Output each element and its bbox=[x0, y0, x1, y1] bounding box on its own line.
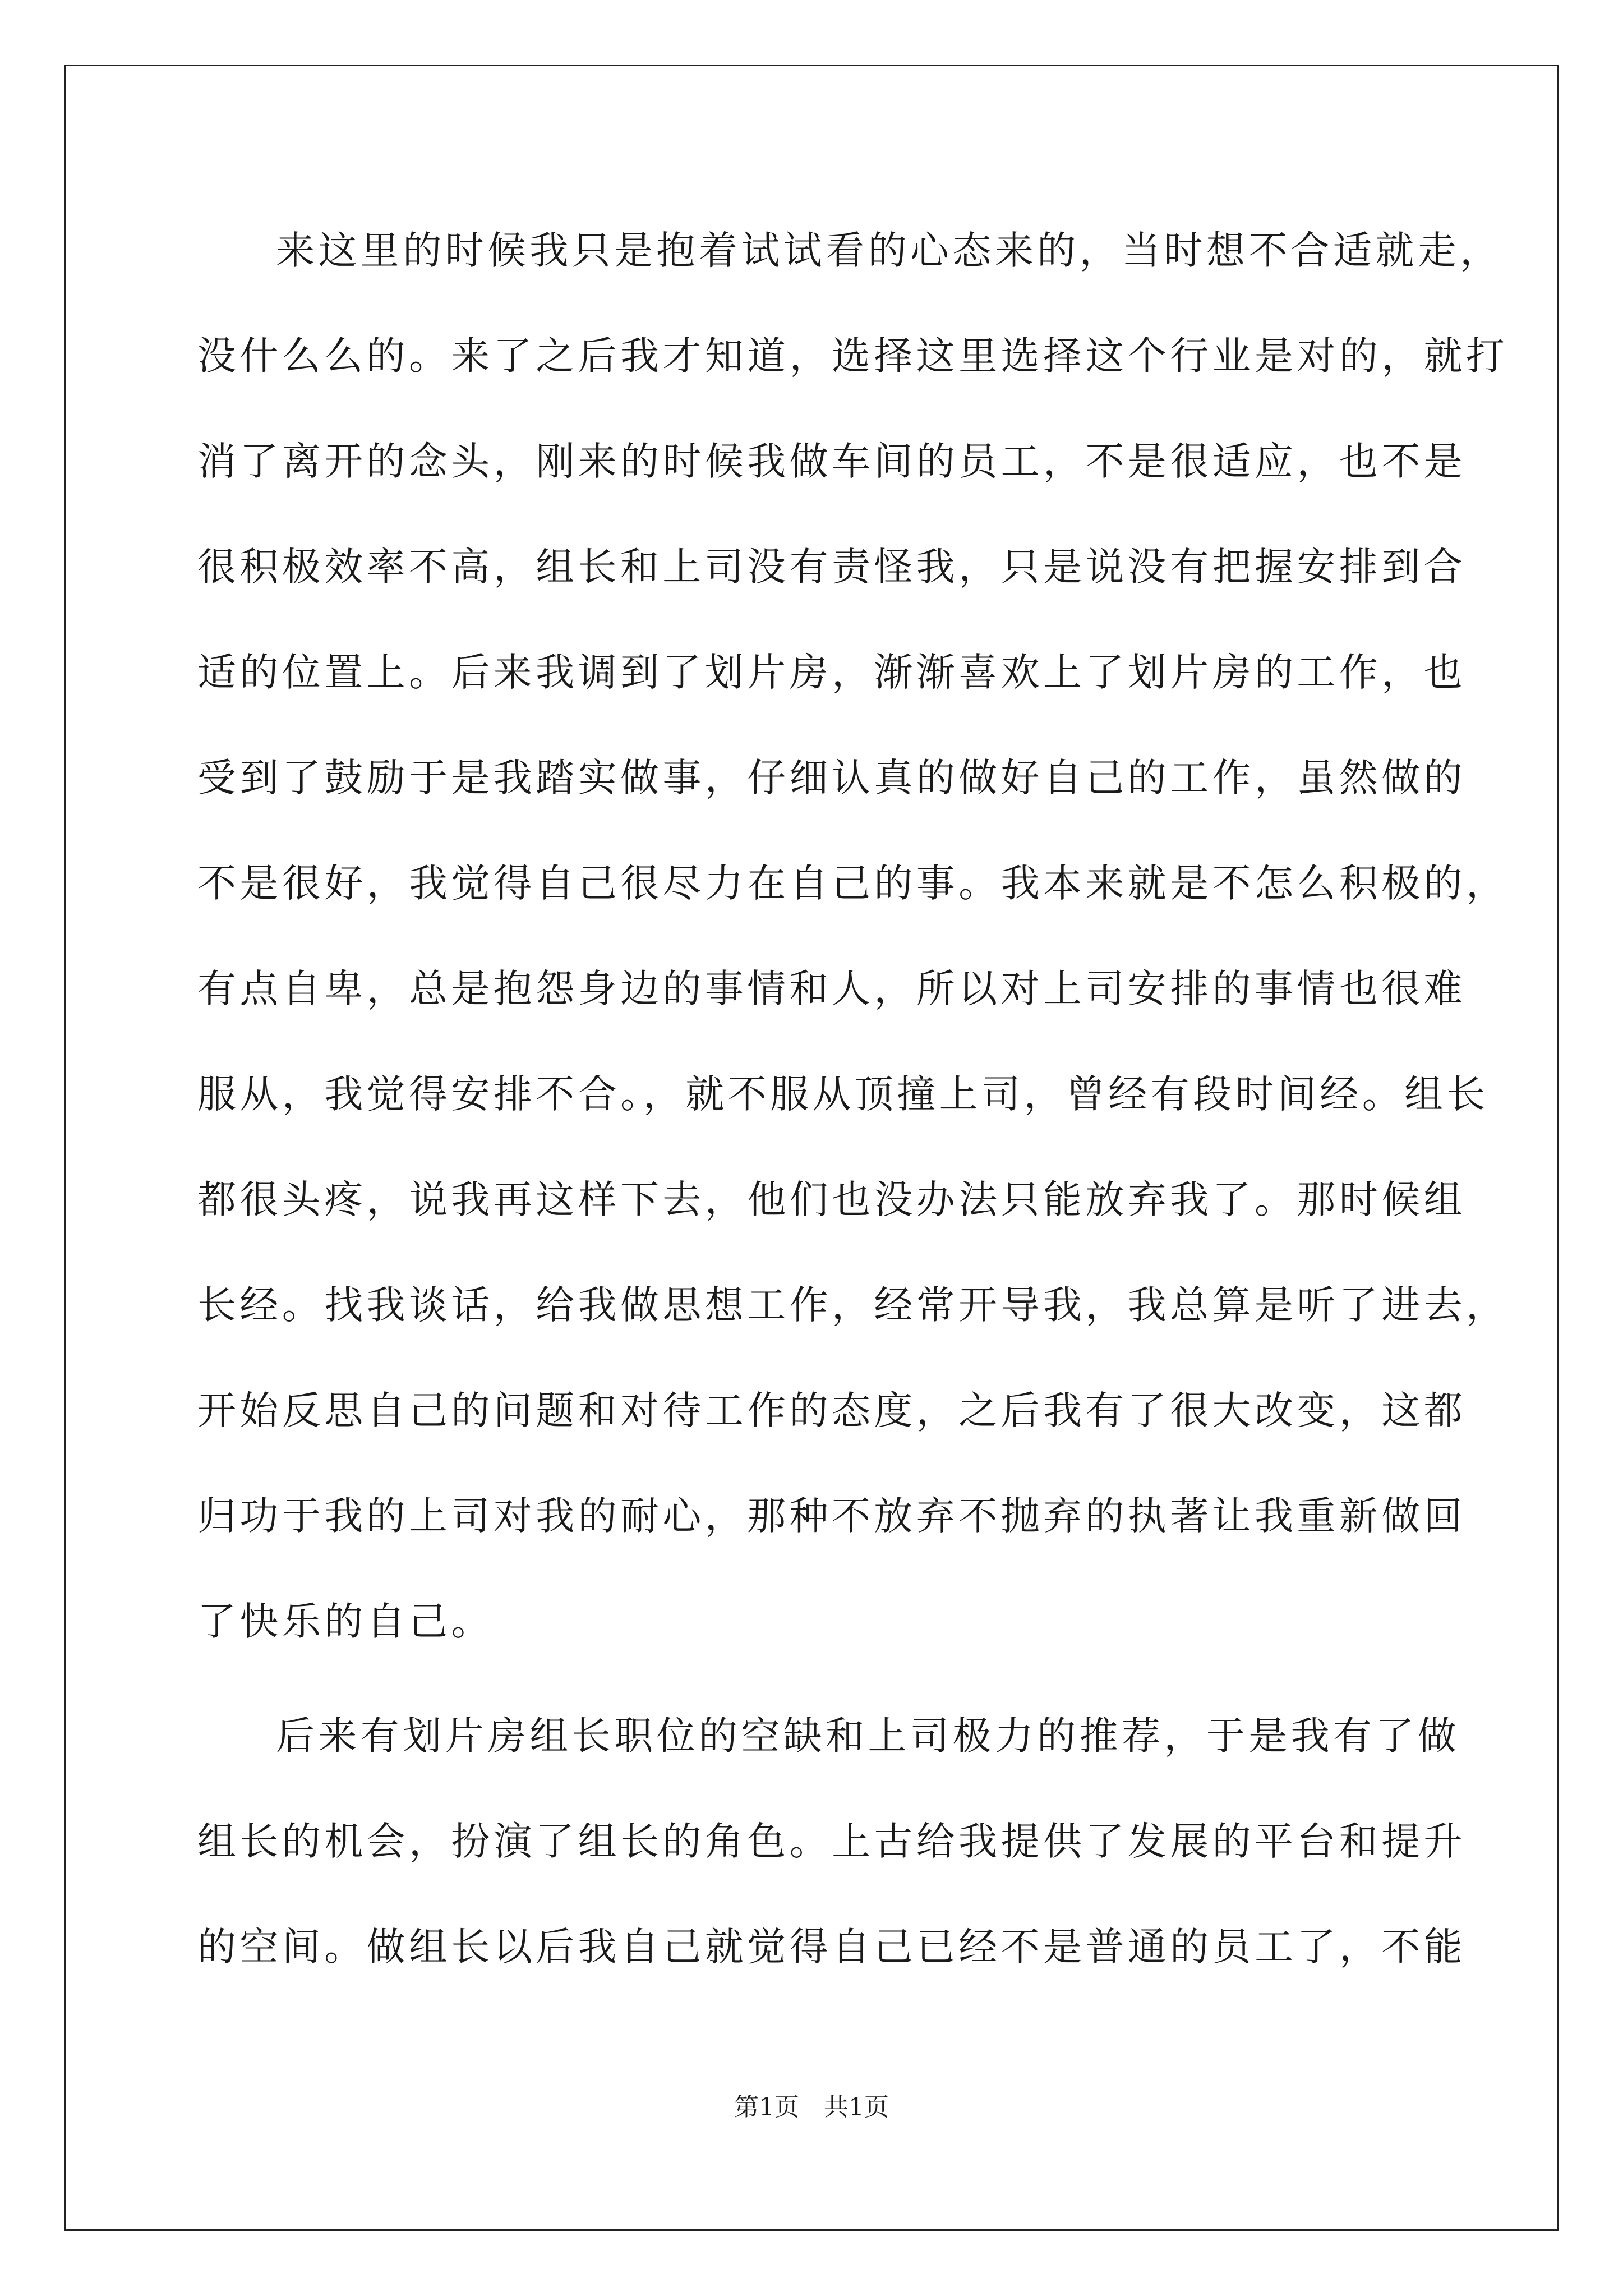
paragraph-line: 服从，我觉得安排不合。，就不服从顶撞上司，曾经有段时间经。组长 bbox=[197, 1072, 1489, 1117]
paragraph-line: 的空间。做组长以后我自己就觉得自己已经不是普通的员工了，不能 bbox=[197, 1925, 1466, 1970]
paragraph-line: 有点自卑，总是抱怨身边的事情和人，所以对上司安排的事情也很难 bbox=[197, 967, 1466, 1011]
page-number-footer: 第1页 共1页 bbox=[734, 2093, 889, 2122]
paragraph-line: 很积极效率不高，组长和上司没有责怪我，只是说没有把握安排到合 bbox=[197, 545, 1466, 590]
paragraph-line: 适的位置上。后来我调到了划片房，渐渐喜欢上了划片房的工作，也 bbox=[197, 650, 1466, 695]
paragraph-line: 了快乐的自己。 bbox=[197, 1599, 494, 1644]
paragraph-line: 开始反思自己的问题和对待工作的态度，之后我有了很大改变，这都 bbox=[197, 1388, 1466, 1433]
paragraph-line: 后来有划片房组长职位的空缺和上司极力的推荐，于是我有了做 bbox=[276, 1714, 1460, 1759]
paragraph-line: 消了离开的念头，刚来的时候我做车间的员工，不是很适应，也不是 bbox=[197, 439, 1466, 484]
paragraph-line: 都很头疼，说我再这样下去，他们也没办法只能放弃我了。那时候组 bbox=[197, 1177, 1466, 1222]
paragraph-line: 不是很好，我觉得自己很尽力在自己的事。我本来就是不怎么积极的， bbox=[197, 861, 1509, 906]
paragraph-line: 长经。找我谈话，给我做思想工作，经常开导我，我总算是听了进去， bbox=[197, 1283, 1509, 1328]
paragraph-line: 受到了鼓励于是我踏实做事，仔细认真的做好自己的工作，虽然做的 bbox=[197, 756, 1466, 800]
paragraph-line: 归功于我的上司对我的耐心，那种不放弃不抛弃的执著让我重新做回 bbox=[197, 1494, 1466, 1539]
paragraph-line: 来这里的时候我只是抱着试试看的心态来的，当时想不合适就走， bbox=[276, 228, 1502, 273]
paragraph-line: 组长的机会，扮演了组长的角色。上古给我提供了发展的平台和提升 bbox=[197, 1819, 1466, 1864]
paragraph-line: 没什么么的。来了之后我才知道，选择这里选择这个行业是对的，就打 bbox=[197, 334, 1509, 379]
